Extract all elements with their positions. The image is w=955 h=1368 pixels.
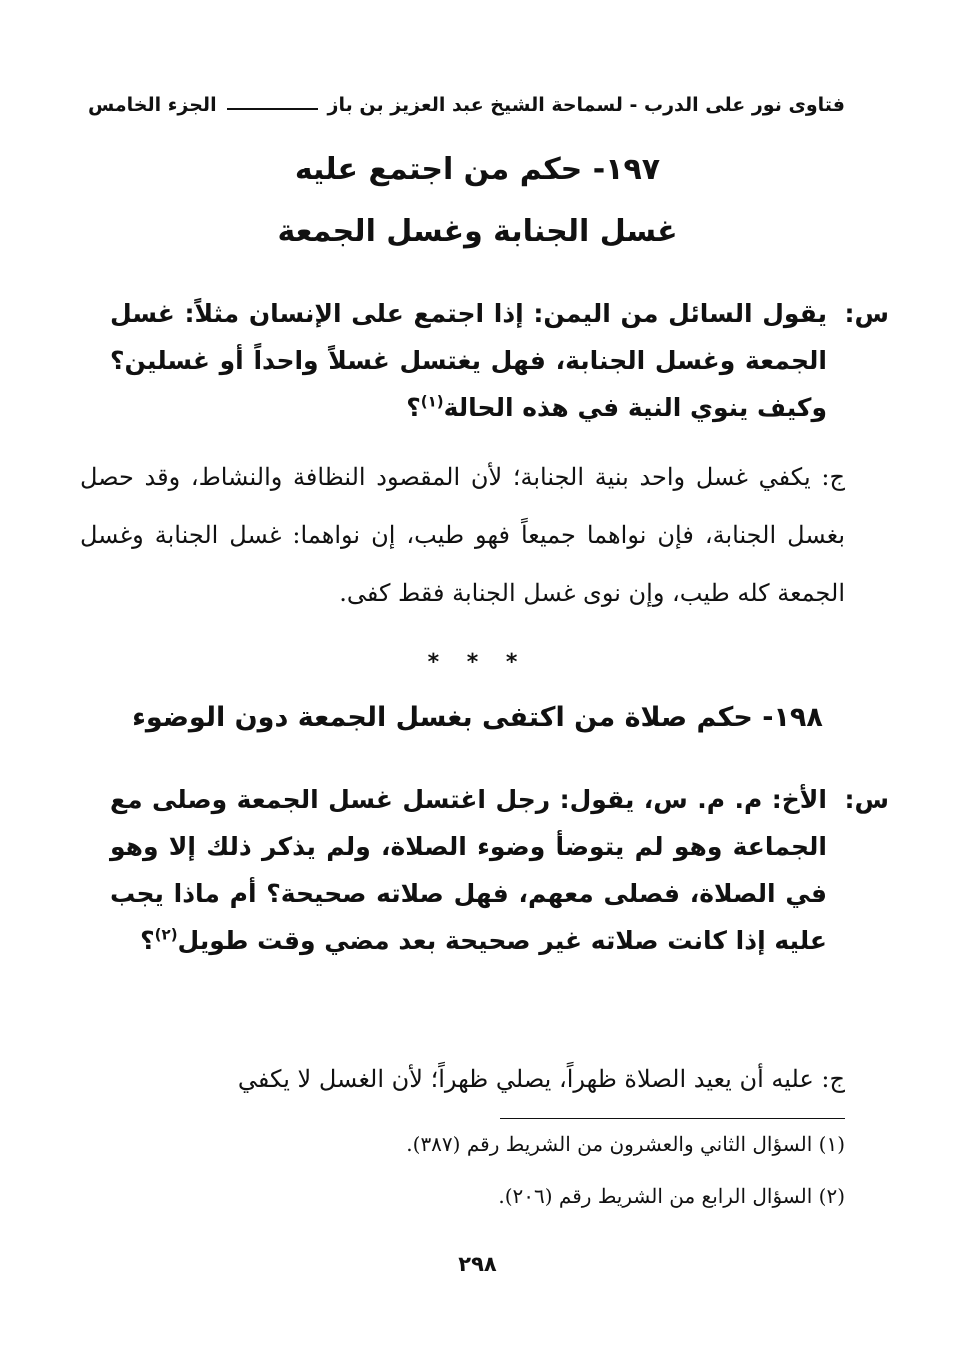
running-header [88, 88, 845, 122]
question-prefix: س: [844, 299, 889, 328]
footnote-2: (٢) السؤال الرابع من الشريط رقم (٢٠٦). [498, 1184, 845, 1208]
fatwa-197-question [110, 290, 889, 431]
question-text: الأخ: م. م. س، يقول: رجل اغتسل غسل الجمعة وصلى مع الجماعة وهو لم يتوضأ وضوء الصلاة، ولم يذكر ذلك إلا وهو في الصلاة، فصلى معهم، فهل صلاته صحيحة؟ أم ماذا يجب عليه إذا كانت صلاته غير صحيحة بعد مضي وقت طويل [110, 785, 827, 955]
footnote-ref: (٢) [154, 925, 178, 944]
footnote-1: (١) السؤال الثاني والعشرون من الشريط رقم (٣٨٧). [406, 1132, 845, 1156]
page-number: ٢٩٨ [458, 1252, 497, 1276]
question-mark: ؟ [140, 926, 155, 955]
fatwa-197-title-line2: غسل الجنابة وغسل الجمعة [277, 214, 678, 249]
header-volume: الجزء الخامس [88, 94, 217, 116]
header-book-title: فتاوى نور على الدرب - لسماحة الشيخ عبد العزيز بن باز [327, 94, 845, 116]
footnote-ref: (١) [420, 392, 444, 411]
answer-text: يكفي غسل واحد بنية الجنابة؛ لأن المقصود النظافة والنشاط، وقد حصل بغسل الجنابة، فإن نواهما جميعاً فهو طيب، إن نواهما: غسل الجنابة وغسل الجمعة كله طيب، وإن نوى غسل الجنابة فقط كفى. [80, 463, 845, 607]
fatwa-197-answer [80, 448, 845, 622]
answer-text: عليه أن يعيد الصلاة ظهراً، يصلي ظهراً؛ لأن الغسل لا يكفي [237, 1065, 814, 1093]
section-separator: * * * [427, 650, 528, 675]
question-text: يقول السائل من اليمن: إذا اجتمع على الإنسان مثلاً: غسل الجمعة وغسل الجنابة، فهل يغتسل غسلاً واحداً أو غسلين؟ وكيف ينوي النية في هذه الحالة [110, 299, 827, 422]
question-mark: ؟ [406, 393, 421, 422]
header-rule [227, 108, 318, 110]
fatwa-198-title: ١٩٨- حكم صلاة من اكتفى بغسل الجمعة دون الوضوء [132, 702, 823, 733]
fatwa-198-question [110, 776, 889, 964]
answer-prefix: ج: [821, 463, 845, 491]
footnote-rule [500, 1118, 845, 1119]
fatwa-197-title-line1: ١٩٧- حكم من اجتمع عليه [294, 152, 661, 187]
fatwa-198-answer [80, 1050, 845, 1108]
answer-prefix: ج: [821, 1065, 845, 1093]
question-prefix: س: [844, 785, 889, 814]
